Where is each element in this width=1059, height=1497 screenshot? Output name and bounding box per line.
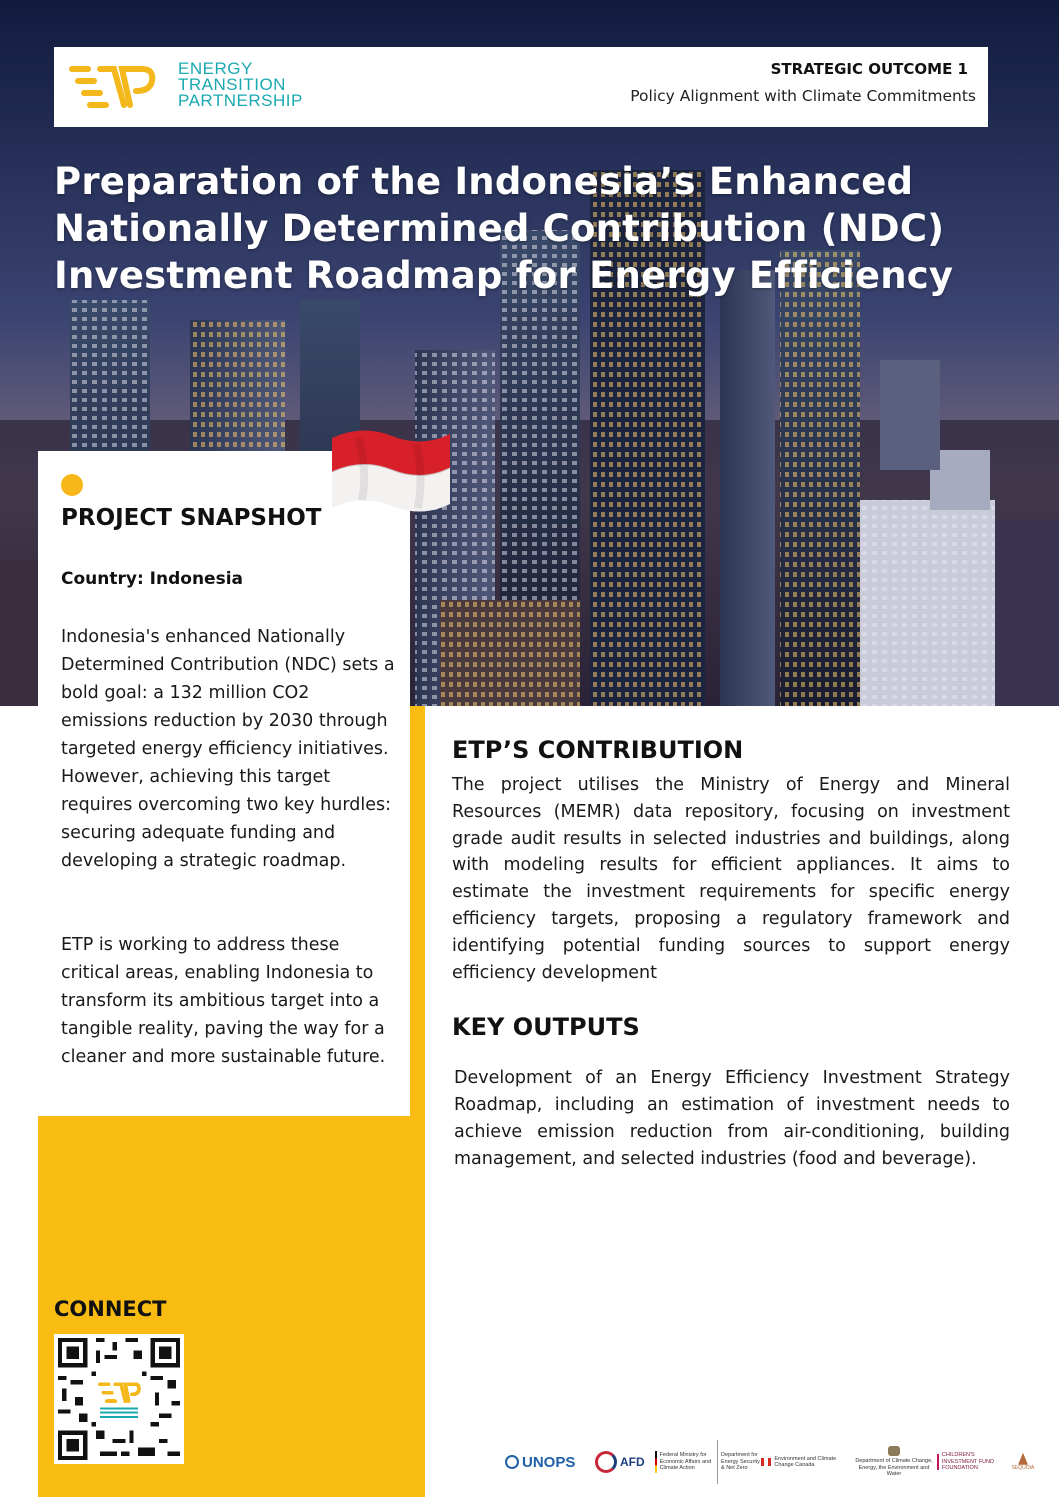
partner-germany: [655, 1440, 713, 1484]
australia-crest-icon: [888, 1446, 900, 1456]
snapshot-country: Country: Indonesia: [61, 569, 243, 589]
yellow-dot-icon: [61, 474, 83, 496]
partner-canada: [761, 1440, 851, 1484]
partner-afd: [595, 1440, 645, 1484]
qr-code[interactable]: [54, 1334, 184, 1464]
snapshot-paragraph-1: Indonesia's enhanced Nationally Determined Contribution (NDC) sets a bold goal: a 132 million CO2 emissions reduction by 2030 through targeted energy efficiency initiatives. However, achieving this target requires overcoming two key hurdles: securing adequate funding and developing a strategic roadmap.: [61, 627, 395, 871]
title-line-3: Investment Roadmap for Energy Efficiency: [54, 254, 954, 297]
header-bar: [54, 47, 988, 127]
snapshot-heading: PROJECT SNAPSHOT: [61, 505, 322, 531]
partner-afd-label: AFD: [620, 1455, 645, 1469]
ciff-mark-icon: [937, 1454, 939, 1470]
partner-uk: [717, 1440, 765, 1484]
partner-sequoia: [1003, 1440, 1043, 1484]
logo-line-2: TRANSITION: [178, 75, 286, 94]
partner-australia: [853, 1440, 935, 1484]
afd-ring-icon: [595, 1451, 617, 1473]
etp-logo-icon: [68, 59, 158, 115]
partner-germany-label: Federal Ministry for Economic Affairs and Climate Action: [659, 1452, 712, 1472]
qr-code-graphic: [58, 1338, 180, 1460]
page-title: [54, 158, 1014, 299]
partner-australia-label: Department of Climate Change, Energy, the Environment and Water: [855, 1458, 933, 1478]
snapshot-paragraph-2: ETP is working to address these critical areas, enabling Indonesia to transform its ambitious target into a tangible reality, paving the way for a cleaner and more sustainable future.: [61, 935, 386, 1067]
partner-sequoia-label: SEQUOIA: [1011, 1464, 1035, 1471]
logo-wordmark: [178, 61, 303, 109]
logo-line-1: ENERGY: [178, 59, 253, 78]
connect-label: CONNECT: [54, 1297, 167, 1321]
contribution-body: The project utilises the Ministry of Energy and Mineral Resources (MEMR) data repository, focusing on investment grade audit results in selected industries and buildings, along with modeling results for efficient appliances. It aims to estimate the investment requirements for specific energy efficiency targets, proposing a regulatory framework and identifying potential funding sources to support energy efficiency development: [452, 775, 1010, 983]
key-outputs-heading: KEY OUTPUTS: [452, 1013, 640, 1041]
logo-line-3: PARTNERSHIP: [178, 91, 303, 110]
german-flag-icon: [655, 1451, 657, 1473]
strategic-outcome-subtitle: Policy Alignment with Climate Commitments: [630, 87, 976, 105]
strategic-outcome-title: STRATEGIC OUTCOME 1: [770, 60, 968, 78]
project-snapshot-card: [38, 451, 410, 1116]
partner-unops-label: UNOPS: [522, 1453, 576, 1471]
contribution-heading: ETP’S CONTRIBUTION: [452, 736, 744, 764]
sequoia-tree-icon: [1018, 1453, 1028, 1465]
partner-ciff: [937, 1440, 999, 1484]
title-line-1: Preparation of the Indonesia’s Enhanced: [54, 160, 914, 203]
indonesia-flag-icon: [328, 420, 454, 520]
partner-unops: [505, 1440, 575, 1484]
canada-flag-icon: [761, 1458, 771, 1466]
partner-ciff-label: CHILDREN'S INVESTMENT FUND FOUNDATION: [941, 1452, 994, 1472]
partner-canada-label: Environment and Climate Change Canada: [774, 1455, 837, 1468]
partner-uk-label: Department for Energy Security & Net Zero: [721, 1452, 760, 1472]
title-line-2: Nationally Determined Contribution (NDC): [54, 207, 945, 250]
key-outputs-body: Development of an Energy Efficiency Investment Strategy Roadmap, including an estimation of investment needs to achieve emission reduction from air-conditioning, building management, and selected industries (food and beverage).: [454, 1068, 1010, 1169]
partner-logos: [505, 1440, 1045, 1484]
un-emblem-icon: [505, 1455, 519, 1469]
